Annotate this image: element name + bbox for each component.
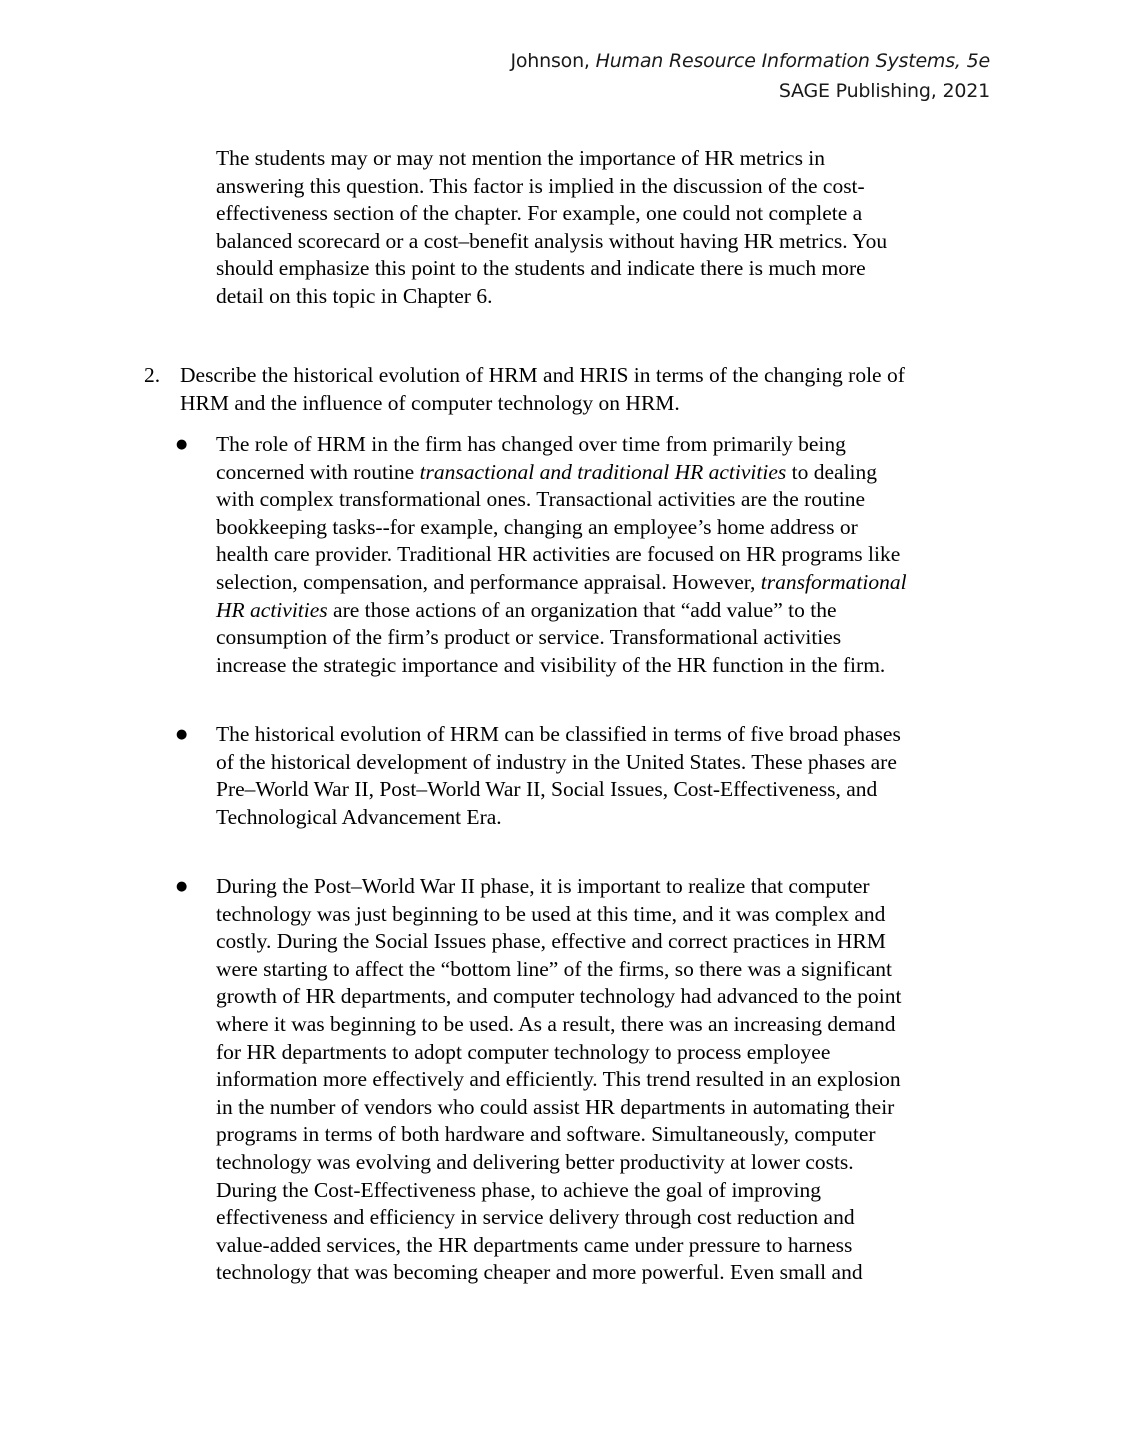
text-segment: were starting to affect the “bottom line” of the firms, so there was a significant	[216, 956, 893, 981]
text-segment: for HR departments to adopt computer technology to process employee	[216, 1039, 831, 1064]
text-line	[216, 804, 901, 832]
text-line	[216, 956, 901, 984]
text-line	[216, 569, 907, 597]
text-segment: increase the strategic importance and visibility of the HR function in the firm.	[216, 652, 886, 677]
text-line: effectiveness section of the chapter. For example, one could not complete a	[216, 201, 863, 226]
text-segment: Pre–World War II, Post–World War II, Social Issues, Cost-Effectiveness, and	[216, 777, 878, 802]
text-line	[216, 486, 907, 514]
text-line	[216, 624, 907, 652]
text-line: detail on this topic in Chapter 6.	[216, 283, 493, 308]
question-number: 2.	[144, 363, 161, 387]
text-line	[216, 901, 901, 929]
text-segment: value-added services, the HR departments came under pressure to harness	[216, 1232, 853, 1257]
text-line	[216, 1039, 901, 1067]
text-segment: concerned with routine	[216, 459, 420, 484]
text-line	[216, 1121, 901, 1149]
text-segment: technology that was becoming cheaper and more powerful. Even small and	[216, 1260, 863, 1285]
bullet-dot-icon: ●	[176, 437, 188, 452]
text-line	[216, 1204, 901, 1232]
text-line	[216, 1232, 901, 1260]
text-segment: technology was evolving and delivering better productivity at lower costs.	[216, 1149, 854, 1174]
bullet-dot-icon: ●	[176, 879, 188, 894]
bullet-text	[216, 431, 907, 679]
text-segment: Technological Advancement Era.	[216, 804, 502, 829]
running-header	[510, 46, 990, 106]
text-line	[216, 1094, 901, 1122]
text-line	[216, 514, 907, 542]
text-line	[216, 652, 907, 680]
text-segment: selection, compensation, and performance appraisal. However,	[216, 569, 761, 594]
bullet-dot-icon: ●	[176, 727, 188, 742]
text-line	[216, 1259, 901, 1287]
text-segment: bookkeeping tasks--for example, changing an employee’s home address or	[216, 514, 858, 539]
text-line	[216, 431, 907, 459]
text-line	[216, 459, 907, 487]
emphasized-term: transformational	[760, 569, 907, 594]
text-line: should emphasize this point to the students and indicate there is much more	[216, 256, 866, 281]
text-segment: effectiveness and efficiency in service delivery through cost reduction and	[216, 1205, 855, 1230]
text-line	[216, 1011, 901, 1039]
text-segment: costly. During the Social Issues phase, effective and correct practices in HRM	[216, 929, 886, 954]
text-line: HRM and the influence of computer technology on HRM.	[180, 390, 680, 415]
emphasized-term: HR activities	[216, 597, 328, 622]
text-line	[216, 983, 901, 1011]
intro-paragraph	[216, 145, 887, 311]
text-line	[216, 1066, 901, 1094]
text-line	[216, 749, 901, 777]
text-segment: in the number of vendors who could assist HR departments in automating their	[216, 1094, 895, 1119]
text-segment: to dealing	[786, 459, 878, 484]
text-line	[216, 928, 901, 956]
text-line: answering this question. This factor is implied in the discussion of the cost-	[216, 173, 865, 198]
text-line	[216, 541, 907, 569]
text-segment: During the Post–World War II phase, it is important to realize that computer	[216, 874, 870, 898]
text-line	[216, 1177, 901, 1205]
text-segment: programs in terms of both hardware and software. Simultaneously, computer	[216, 1122, 876, 1147]
text-line	[216, 873, 901, 901]
text-line: balanced scorecard or a cost–benefit analysis without having HR metrics. You	[216, 228, 888, 253]
text-line: The students may or may not mention the importance of HR metrics in	[216, 146, 826, 170]
text-line	[216, 721, 901, 749]
text-segment: growth of HR departments, and computer technology had advanced to the point	[216, 984, 902, 1009]
header-book-title: Human Resource Information Systems, 5e	[595, 50, 990, 72]
question-text	[180, 362, 905, 417]
text-line	[216, 1149, 901, 1177]
bullet-text	[216, 873, 901, 1287]
text-segment: information more effectively and efficiently. This trend resulted in an explosion	[216, 1067, 901, 1092]
text-segment: technology was just beginning to be used at this time, and it was complex and	[216, 901, 886, 926]
text-segment: The role of HRM in the firm has changed over time from primarily being	[216, 432, 846, 456]
header-publisher-line: SAGE Publishing, 2021	[778, 80, 990, 102]
text-segment: During the Cost-Effectiveness phase, to achieve the goal of improving	[216, 1177, 822, 1202]
bullet-text	[216, 721, 901, 831]
text-segment: are those actions of an organization that “add value” to the	[327, 597, 837, 622]
text-line	[216, 776, 901, 804]
text-segment: The historical evolution of HRM can be classified in terms of five broad phases	[216, 722, 901, 746]
text-segment: with complex transformational ones. Transactional activities are the routine	[216, 487, 866, 512]
text-segment: consumption of the firm’s product or service. Transformational activities	[216, 625, 842, 650]
text-line: Describe the historical evolution of HRM and HRIS in terms of the changing role of	[180, 363, 905, 387]
text-line	[216, 597, 907, 625]
text-segment: where it was beginning to be used. As a result, there was an increasing demand	[216, 1011, 896, 1036]
text-segment: health care provider. Traditional HR activities are focused on HR programs like	[216, 542, 901, 567]
text-segment: of the historical development of industry in the United States. These phases are	[216, 749, 897, 774]
header-citation-line	[510, 46, 990, 76]
emphasized-term: transactional and traditional HR activities	[419, 459, 787, 484]
header-author: Johnson,	[510, 50, 596, 72]
